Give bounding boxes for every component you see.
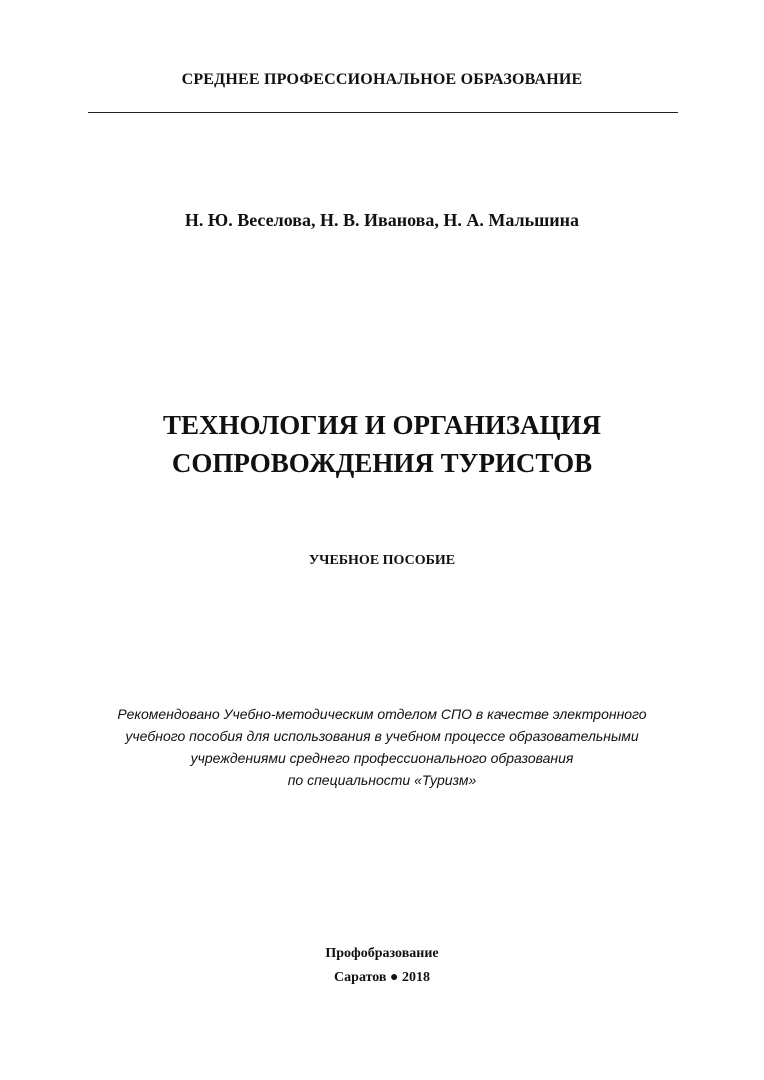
- recommendation-line-3: учреждениями среднего профессионального образования: [190, 750, 574, 766]
- recommendation-line-4: по специальности «Туризм»: [287, 772, 477, 788]
- header-divider: [88, 112, 678, 113]
- authors-line: Н. Ю. Веселова, Н. В. Иванова, Н. А. Мальшина: [184, 210, 580, 230]
- recommendation-line-1: Рекомендовано Учебно-методическим отделом СПО в качестве электронного: [117, 706, 647, 722]
- recommendation-line-2: учебного пособия для использования в учебном процессе образовательными: [125, 728, 639, 744]
- publisher-name: Профобразование: [325, 946, 439, 961]
- book-title-line-1: ТЕХНОЛОГИЯ И ОРГАНИЗАЦИЯ: [163, 410, 601, 440]
- publisher-block: [0, 942, 764, 990]
- book-subtitle: УЧЕБНОЕ ПОСОБИЕ: [308, 553, 456, 568]
- recommendation-note: [0, 703, 764, 791]
- publisher-city-year: Саратов ● 2018: [334, 970, 430, 985]
- series-heading: СРЕДНЕЕ ПРОФЕССИОНАЛЬНОЕ ОБРАЗОВАНИЕ: [181, 71, 583, 88]
- book-title: [0, 406, 764, 482]
- book-title-line-2: СОПРОВОЖДЕНИЯ ТУРИСТОВ: [171, 448, 593, 478]
